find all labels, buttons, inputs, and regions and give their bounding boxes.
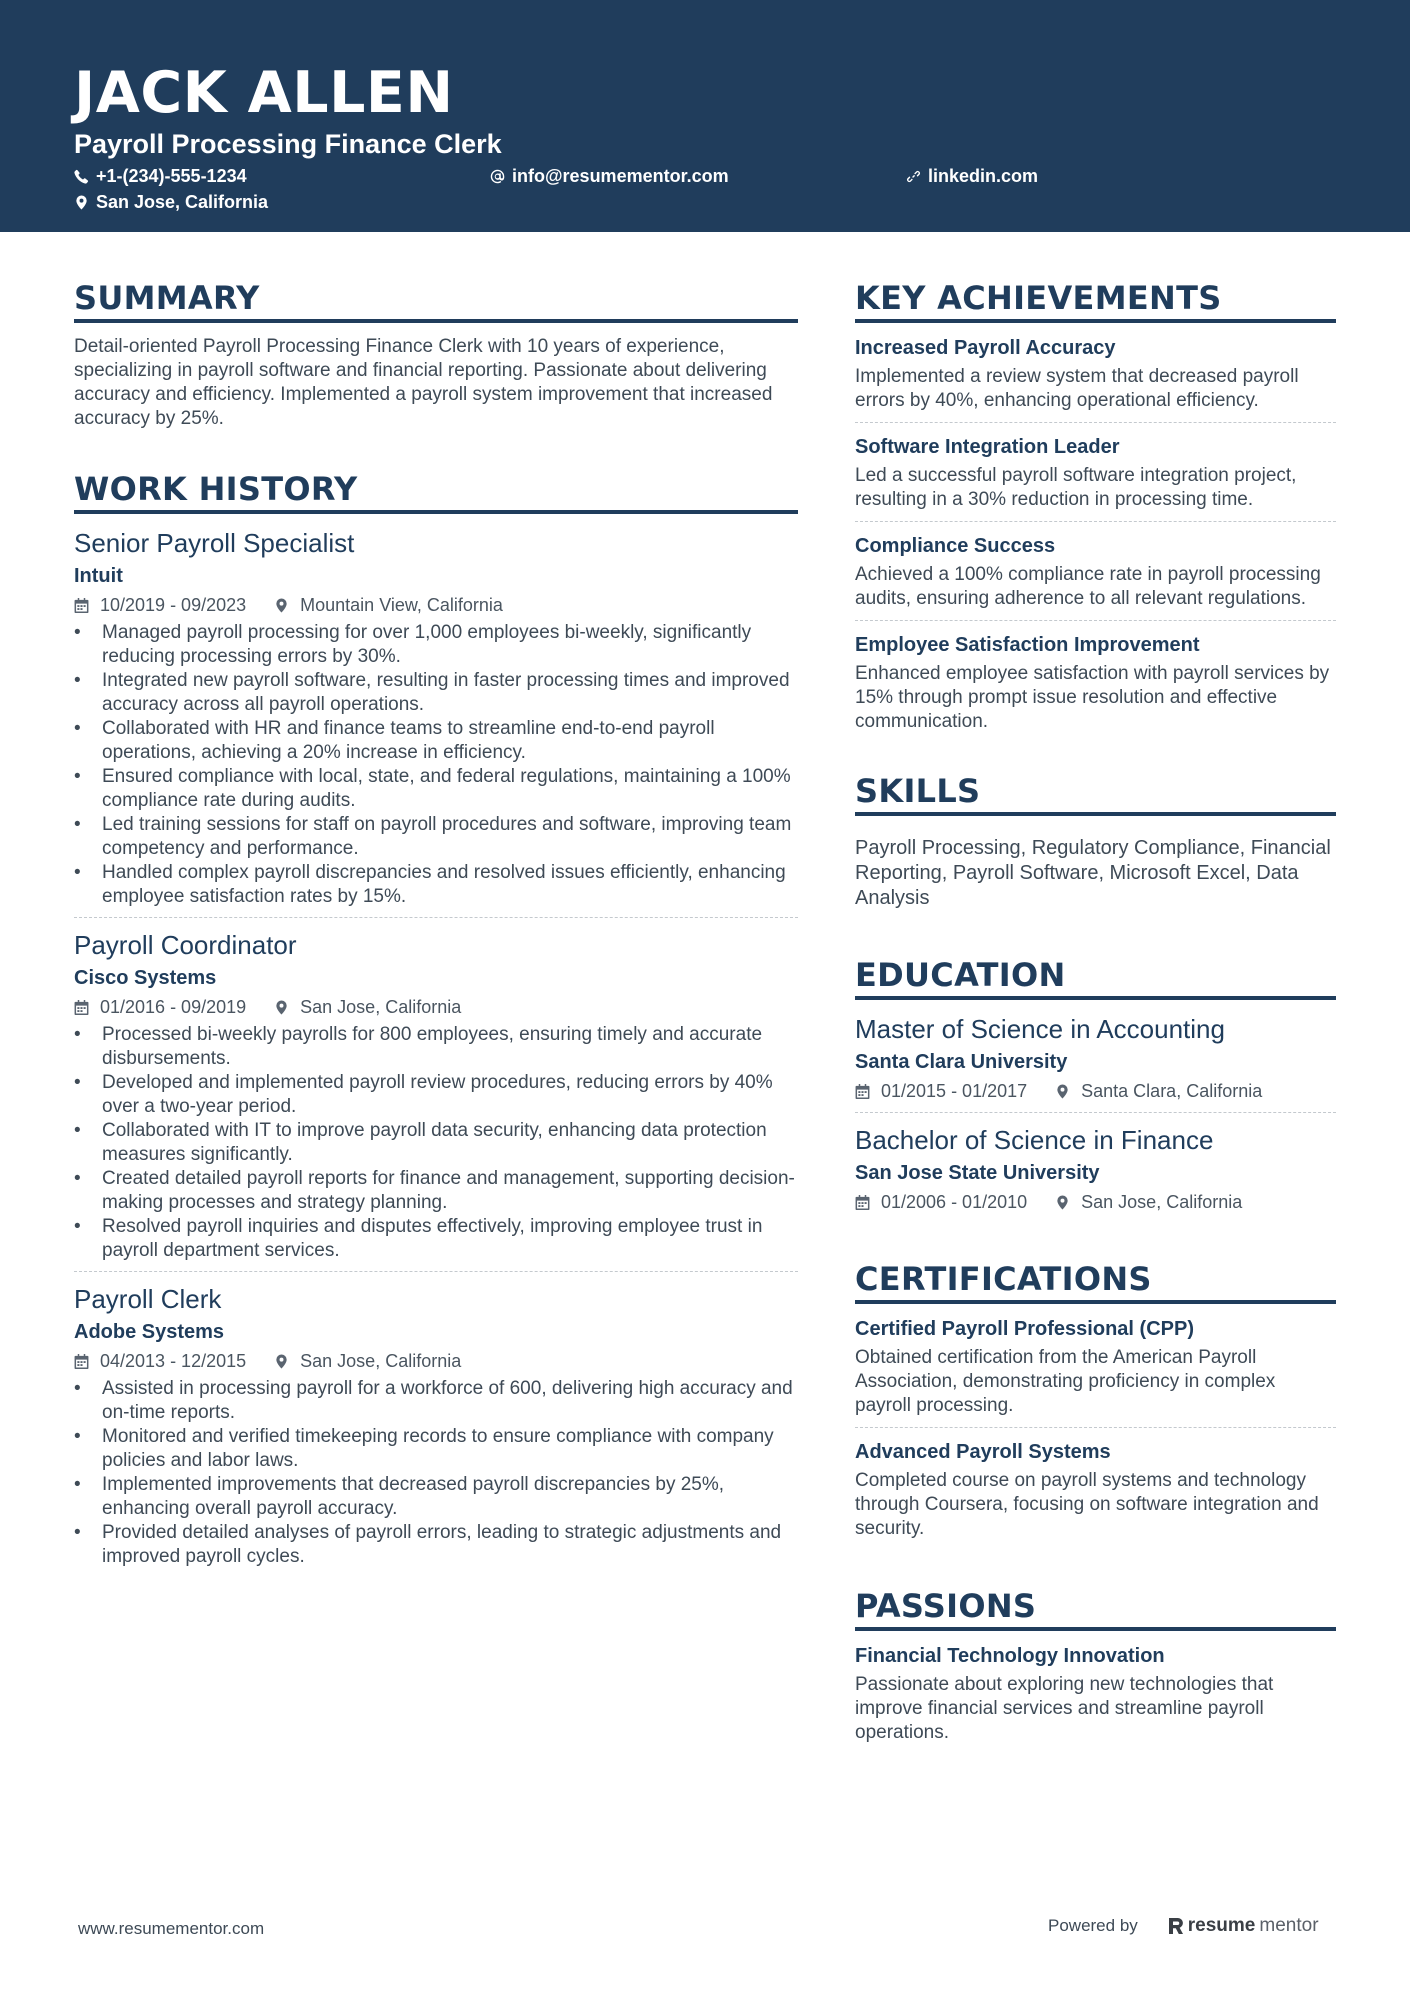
passions-section <box>855 1586 1336 1754</box>
job-bullets <box>74 621 798 909</box>
candidate-title: Payroll Processing Finance Clerk <box>74 129 502 159</box>
summary-section <box>74 278 798 431</box>
bullet-item: • Collaborated with HR and finance teams to streamline end-to-end payroll operations, achieving a 20% increase in efficiency. <box>74 717 798 765</box>
job-entry <box>74 917 798 1271</box>
company-name: Intuit <box>74 565 123 587</box>
bullet-item: • Led training sessions for staff on payroll procedures and software, improving team competency and performance. <box>74 813 798 861</box>
skills-text: Payroll Processing, Regulatory Compliance, Financial Reporting, Payroll Software, Microsoft Excel, Data Analysis <box>855 837 1331 909</box>
bullet-item: • Provided detailed analyses of payroll errors, leading to strategic adjustments and improved payroll cycles. <box>74 1521 798 1569</box>
calendar-icon <box>74 598 89 613</box>
bullet-item: • Created detailed payroll reports for finance and management, supporting decision-making processes and strategy planning. <box>74 1167 798 1215</box>
contact-location <box>74 190 268 214</box>
achievement-title: Compliance Success <box>855 535 1056 557</box>
phone-icon <box>74 169 89 184</box>
calendar-icon <box>74 1354 89 1369</box>
bullet-item: • Monitored and verified timekeeping records to ensure compliance with company policies and labor laws. <box>74 1425 798 1473</box>
brand-logo[interactable] <box>1168 1915 1319 1937</box>
footer-website[interactable]: www.resumementor.com <box>78 1919 265 1938</box>
certification-text: Obtained certification from the American Payroll Association, demonstrating proficiency in complex payroll processing. <box>855 1347 1276 1416</box>
contact-linkedin[interactable] <box>906 164 1038 188</box>
achievement-text: Achieved a 100% compliance rate in payroll processing audits, ensuring adherence to all relevant regulations. <box>855 564 1321 609</box>
job-location-text: San Jose, California <box>300 1351 462 1371</box>
education-location <box>1055 1078 1262 1104</box>
job-entry <box>74 1271 798 1577</box>
job-bullets <box>74 1023 798 1263</box>
education-location-text: San Jose, California <box>1081 1192 1243 1212</box>
brand-name-light: mentor <box>1259 1915 1319 1936</box>
achievement-item <box>855 422 1336 521</box>
job-dates: 10/2019 - 09/2023 <box>100 595 247 615</box>
education-item <box>855 1012 1336 1112</box>
job-entry <box>74 526 798 917</box>
calendar-icon <box>855 1084 870 1099</box>
job-meta <box>74 994 798 1020</box>
certification-title: Certified Payroll Professional (CPP) <box>855 1318 1194 1340</box>
contact-info <box>74 164 1336 224</box>
job-title: Senior Payroll Specialist <box>74 528 355 558</box>
bullet-item: • Collaborated with IT to improve payroll data security, enhancing data protection measures significantly. <box>74 1119 798 1167</box>
job-location <box>274 1348 461 1374</box>
certification-item <box>855 1427 1336 1550</box>
location-pin-icon <box>274 1354 289 1369</box>
passion-title: Financial Technology Innovation <box>855 1645 1165 1667</box>
skills-heading: SKILLS <box>855 771 1336 816</box>
resumementor-logo-icon <box>1168 1917 1184 1935</box>
email-text: info@resumementor.com <box>512 166 729 186</box>
location-pin-icon <box>1055 1084 1070 1099</box>
location-text: San Jose, California <box>96 192 269 212</box>
job-location-text: Mountain View, California <box>300 595 503 615</box>
achievements-section <box>855 278 1336 743</box>
bullet-item: • Resolved payroll inquiries and disputes effectively, improving employee trust in payroll department services. <box>74 1215 798 1263</box>
job-location <box>274 592 503 618</box>
certification-title: Advanced Payroll Systems <box>855 1441 1111 1463</box>
degree-title: Master of Science in Accounting <box>855 1014 1225 1044</box>
company-name: Cisco Systems <box>74 967 217 989</box>
achievement-text: Implemented a review system that decreased payroll errors by 40%, enhancing operational efficiency. <box>855 366 1299 411</box>
achievement-text: Enhanced employee satisfaction with payroll services by 15% through prompt issue resolution and effective communication. <box>855 663 1330 732</box>
calendar-icon <box>74 1000 89 1015</box>
resume-header <box>0 0 1410 232</box>
achievements-heading: KEY ACHIEVEMENTS <box>855 278 1336 323</box>
school-name: San Jose State University <box>855 1162 1100 1184</box>
passion-item <box>855 1643 1336 1754</box>
bullet-item: • Assisted in processing payroll for a workforce of 600, delivering high accuracy and on-time reports. <box>74 1377 798 1425</box>
achievement-title: Increased Payroll Accuracy <box>855 337 1116 359</box>
at-icon <box>490 169 505 184</box>
passions-heading: PASSIONS <box>855 1586 1336 1631</box>
bullet-item: • Processed bi-weekly payrolls for 800 employees, ensuring timely and accurate disbursements. <box>74 1023 798 1071</box>
education-heading: EDUCATION <box>855 955 1336 1000</box>
education-dates: 01/2006 - 01/2010 <box>881 1192 1028 1212</box>
achievement-item <box>855 521 1336 620</box>
education-meta <box>855 1189 1336 1215</box>
location-pin-icon <box>274 598 289 613</box>
education-location-text: Santa Clara, California <box>1081 1081 1263 1101</box>
education-location <box>1055 1189 1242 1215</box>
education-dates: 01/2015 - 01/2017 <box>881 1081 1028 1101</box>
job-dates: 04/2013 - 12/2015 <box>100 1351 247 1371</box>
footer-powered-by <box>1048 1915 1319 1937</box>
bullet-item: • Ensured compliance with local, state, and federal regulations, maintaining a 100% compliance rate during audits. <box>74 765 798 813</box>
work-history-section <box>74 469 798 1577</box>
certifications-section <box>855 1259 1336 1550</box>
job-meta <box>74 592 798 618</box>
link-icon <box>906 169 921 184</box>
achievement-title: Employee Satisfaction Improvement <box>855 634 1200 656</box>
job-meta <box>74 1348 798 1374</box>
right-column <box>855 278 1336 1754</box>
company-name: Adobe Systems <box>74 1321 225 1343</box>
location-pin-icon <box>274 1000 289 1015</box>
candidate-name: JACK ALLEN <box>74 60 454 126</box>
location-pin-icon <box>74 195 89 210</box>
education-item <box>855 1112 1336 1223</box>
skills-section <box>855 771 1336 911</box>
powered-by-label: Powered by <box>1048 1916 1138 1935</box>
education-meta <box>855 1078 1336 1104</box>
phone-text: +1-(234)-555-1234 <box>96 166 247 186</box>
passion-text: Passionate about exploring new technologies that improve financial services and streamline payroll operations. <box>855 1674 1274 1743</box>
certifications-heading: CERTIFICATIONS <box>855 1259 1336 1304</box>
bullet-item: • Developed and implemented payroll review procedures, reducing errors by 40% over a two-year period. <box>74 1071 798 1119</box>
education-section <box>855 955 1336 1223</box>
location-pin-icon <box>1055 1195 1070 1210</box>
degree-title: Bachelor of Science in Finance <box>855 1125 1214 1155</box>
work-history-heading: WORK HISTORY <box>74 469 798 514</box>
brand-name-bold: resume <box>1187 1915 1256 1936</box>
bullet-item: • Managed payroll processing for over 1,000 employees bi-weekly, significantly reducing processing errors by 30%. <box>74 621 798 669</box>
achievement-text: Led a successful payroll software integration project, resulting in a 30% reduction in processing time. <box>855 465 1297 510</box>
certification-text: Completed course on payroll systems and technology through Coursera, focusing on software integration and security. <box>855 1470 1319 1539</box>
contact-email[interactable] <box>490 164 729 188</box>
summary-heading: SUMMARY <box>74 278 798 323</box>
left-column <box>74 278 798 1577</box>
job-title: Payroll Coordinator <box>74 930 297 960</box>
summary-text: Detail-oriented Payroll Processing Finance Clerk with 10 years of experience, specializing in payroll software and financial reporting. Passionate about delivering accuracy and efficiency. Implemented a payroll system improvement that increased accuracy by 25%. <box>74 336 773 429</box>
contact-phone[interactable] <box>74 164 247 188</box>
job-dates: 01/2016 - 09/2019 <box>100 997 247 1017</box>
job-title: Payroll Clerk <box>74 1284 222 1314</box>
school-name: Santa Clara University <box>855 1051 1068 1073</box>
certification-item <box>855 1316 1336 1427</box>
calendar-icon <box>855 1195 870 1210</box>
achievement-item <box>855 335 1336 422</box>
linkedin-text: linkedin.com <box>928 166 1039 186</box>
bullet-item: • Handled complex payroll discrepancies and resolved issues efficiently, enhancing employee satisfaction rates by 15%. <box>74 861 798 909</box>
job-location <box>274 994 461 1020</box>
bullet-item: • Integrated new payroll software, resulting in faster processing times and improved accuracy across all payroll operations. <box>74 669 798 717</box>
bullet-item: • Implemented improvements that decreased payroll discrepancies by 25%, enhancing overall payroll accuracy. <box>74 1473 798 1521</box>
job-location-text: San Jose, California <box>300 997 462 1017</box>
job-bullets <box>74 1377 798 1569</box>
achievement-title: Software Integration Leader <box>855 436 1120 458</box>
achievement-item <box>855 620 1336 743</box>
